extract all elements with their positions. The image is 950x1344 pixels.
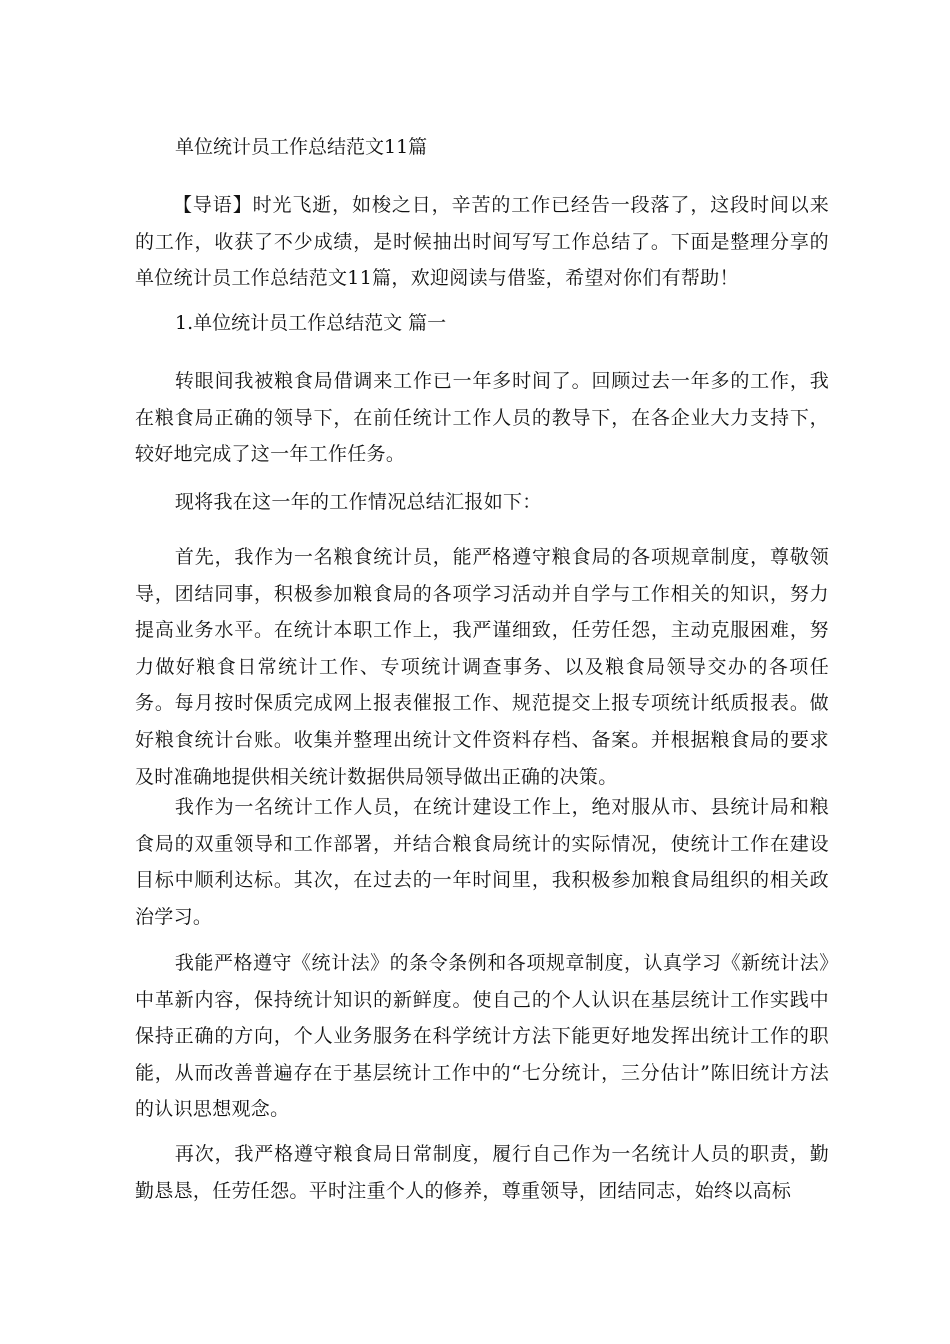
body-paragraph-1: 转眼间我被粮食局借调来工作已一年多时间了。回顾过去一年多的工作，我在粮食局正确的领导下，在前任统计工作人员的教导下，在各企业大力支持下，较好地完成了这一年工作任务。 <box>135 370 829 466</box>
section-heading: 1.单位统计员工作总结范文 篇一 <box>175 312 447 334</box>
body-paragraph-2: 现将我在这一年的工作情况总结汇报如下： <box>174 491 542 513</box>
body-paragraph-3: 首先，我作为一名粮食统计员，能严格遵守粮食局的各项规章制度，尊敬领导，团结同事，积极参加粮食局的各项学习活动并自学与工作相关的知识，努力提高业务水平。在统计本职工作上，我严谨细致，任劳任怨，主动克服困难，努力做好粮食日常统计工作、专项统计调查事务、以及粮食局领导交办的各项任务。每月按时保质完成网上报表催报工作、规范提交上报专项统计纸质报表。做好粮食统计台账。收集并整理出统计文件资料存档、备案。并根据粮食局的要求及时准确地提供相关统计数据供局领导做出正确的决策。 <box>135 546 829 788</box>
document-title: 单位统计员工作总结范文11篇 <box>175 136 428 158</box>
body-paragraph-4: 我作为一名统计工作人员，在统计建设工作上，绝对服从市、县统计局和粮食局的双重领导和工作部署，并结合粮食局统计的实际情况，使统计工作在建设目标中顺利达标。其次，在过去的一年时间里，我积极参加粮食局组织的相关政治学习。 <box>135 796 829 928</box>
intro-paragraph: 【导语】时光飞逝，如梭之日，辛苦的工作已经告一段落了，这段时间以来的工作，收获了不少成绩，是时候抽出时间写写工作总结了。下面是整理分享的单位统计员工作总结范文11篇，欢迎阅读与借鉴，希望对你们有帮助！ <box>135 194 829 290</box>
body-paragraph-6: 再次，我严格遵守粮食局日常制度，履行自己作为一名统计人员的职责，勤勤恳恳，任劳任怨。平时注重个人的修养，尊重领导，团结同志，始终以高标 <box>135 1143 829 1202</box>
body-paragraph-5: 我能严格遵守《统计法》的条令条例和各项规章制度，认真学习《新统计法》中革新内容，保持统计知识的新鲜度。使自己的个人认识在基层统计工作实践中保持正确的方向，个人业务服务在科学统计方法下能更好地发挥出统计工作的职能，从而改善普遍存在于基层统计工作中的“七分统计，三分估计”陈旧统计方法的认识思想观念。 <box>135 952 829 1121</box>
